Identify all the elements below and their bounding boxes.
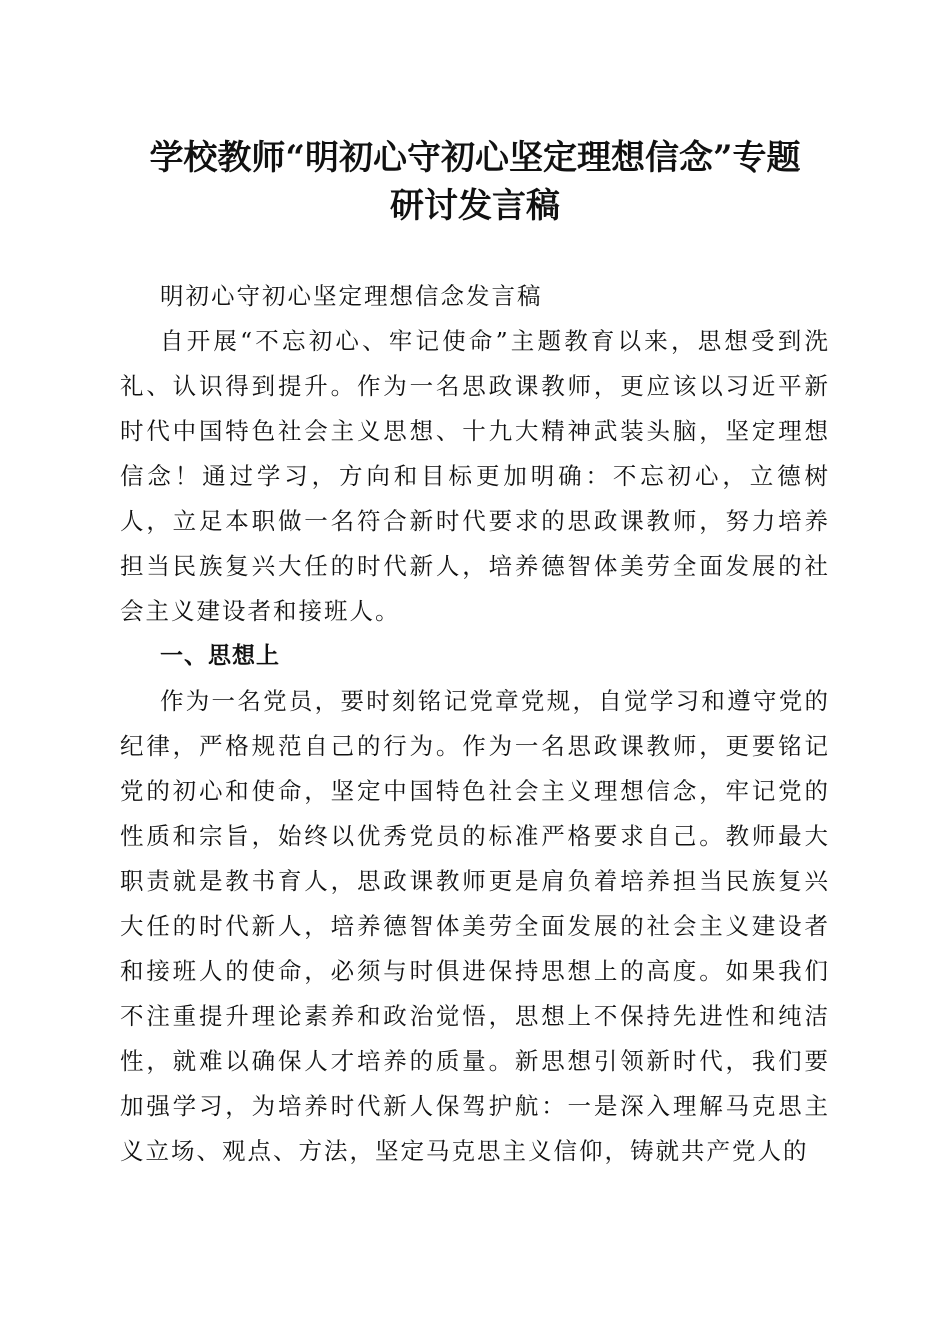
document-title	[100, 134, 850, 230]
intro-paragraph: 自开展“不忘初心、牢记使命”主题教育以来，思想受到洗礼、认识得到提升。作为一名思政课教师，更应该以习近平新时代中国特色社会主义思想、十九大精神武装头脑，坚定理想信念！通过学习，方向和目标更加明确：不忘初心，立德树人，立足本职做一名符合新时代要求的思政课教师，努力培养担当民族复兴大任的时代新人，培养德智体美劳全面发展的社会主义建设者和接班人。	[120, 327, 830, 625]
document-subtitle: 明初心守初心坚定理想信念发言稿	[160, 282, 543, 310]
document-title-line-1: 学校教师“明初心守初心坚定理想信念”专题	[149, 138, 801, 178]
section-paragraph-thought: 作为一名党员，要时刻铭记党章党规，自觉学习和遵守党的纪律，严格规范自己的行为。作为一名思政课教师，更要铭记党的初心和使命，坚定中国特色社会主义理想信念，牢记党的性质和宗旨，始终以优秀党员的标准严格要求自己。教师最大职责就是教书育人，思政课教师更是肩负着培养担当民族复兴大任的时代新人，培养德智体美劳全面发展的社会主义建设者和接班人的使命，必须与时俱进保持思想上的高度。如果我们不注重提升理论素养和政治觉悟，思想上不保持先进性和纯洁性，就难以确保人才培养的质量。新思想引领新时代，我们要加强学习，为培养时代新人保驾护航：一是深入理解马克思主义立场、观点、方法，坚定马克思主义信仰，铸就共产党人的	[120, 687, 830, 1165]
document-body	[120, 274, 830, 1174]
document-title-line-2: 研讨发言稿	[390, 186, 560, 226]
section-heading-thought: 一、思想上	[160, 643, 280, 669]
